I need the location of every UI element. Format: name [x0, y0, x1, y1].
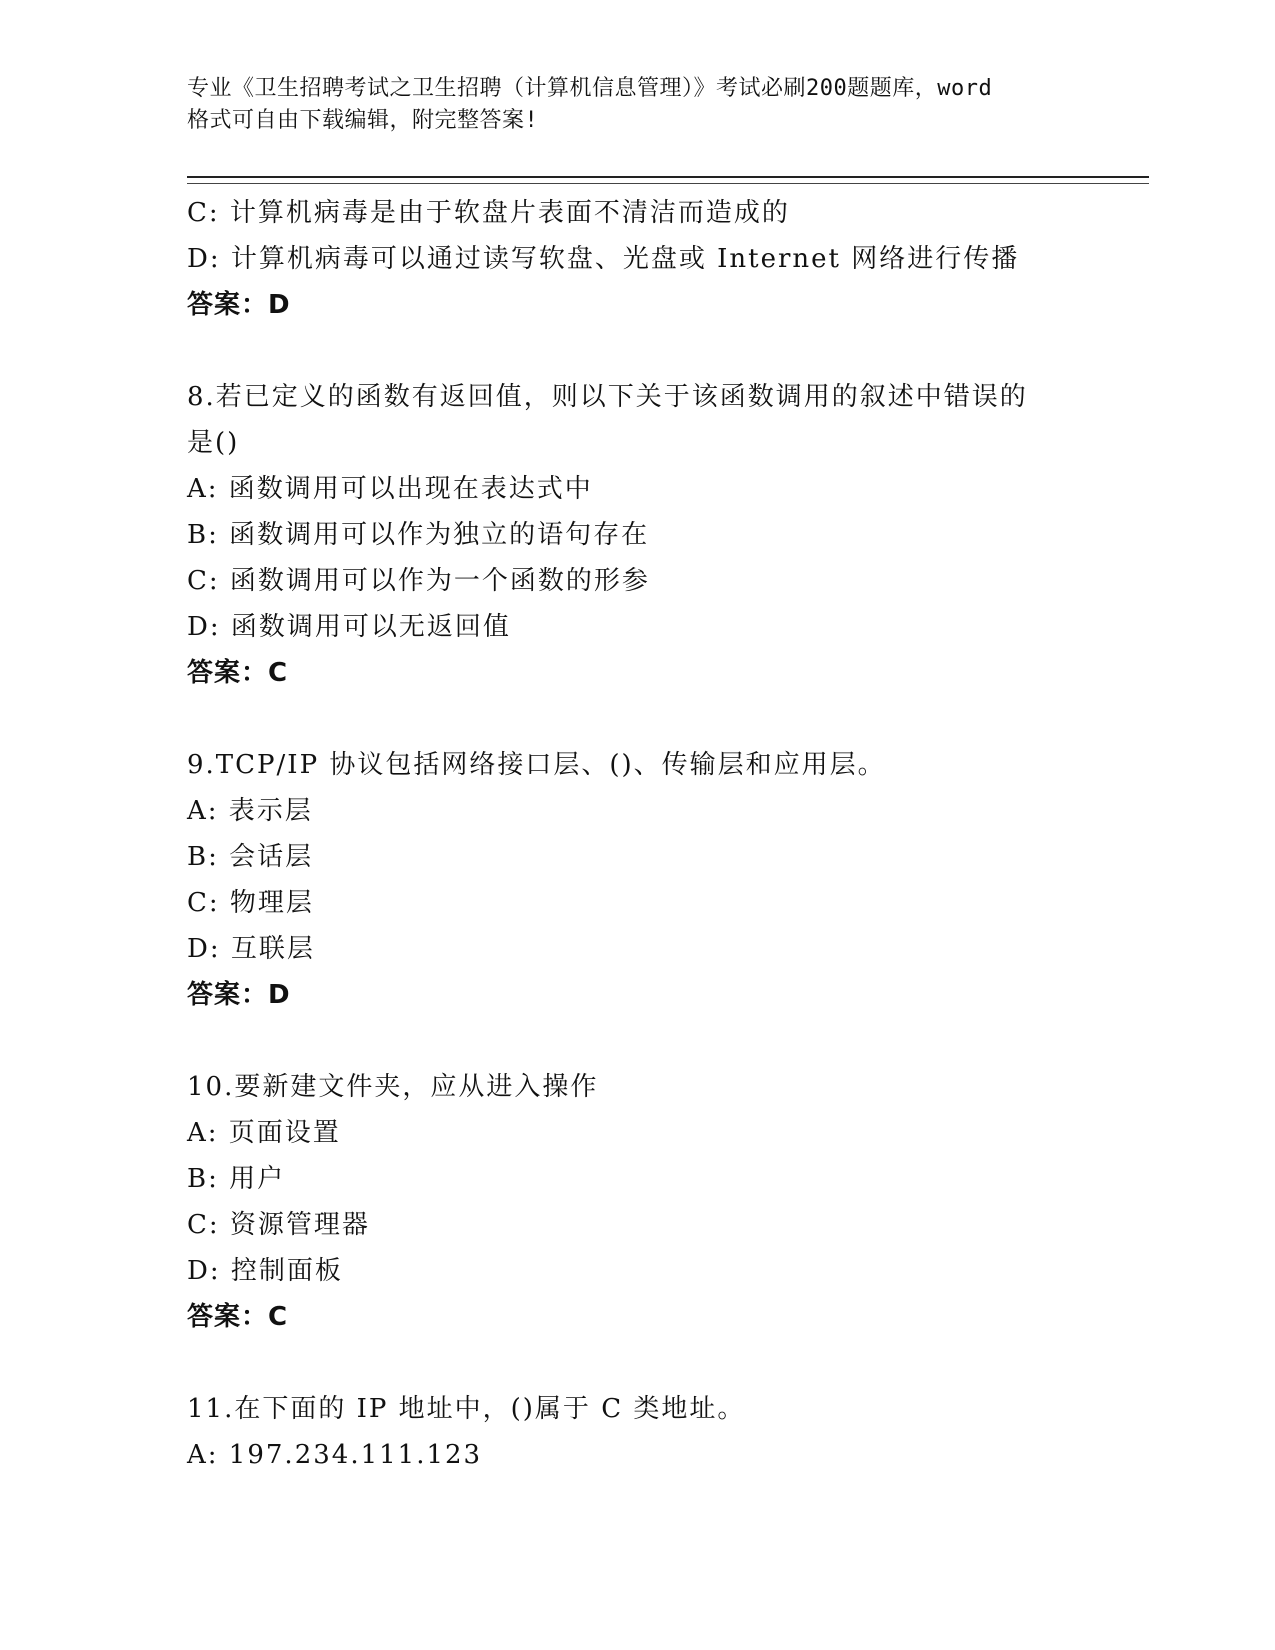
question-10-option-d: D: 控制面板 — [187, 1256, 343, 1286]
question-8-option-c: C: 函数调用可以作为一个函数的形参 — [187, 566, 650, 596]
question-11-stem: 11.在下面的 IP 地址中，()属于 C 类地址。 — [187, 1394, 746, 1424]
question-7-answer: 答案：D — [187, 290, 291, 320]
spacer — [187, 696, 1137, 742]
question-10-answer: 答案：C — [187, 1302, 289, 1332]
document-header — [187, 73, 1087, 137]
question-10-option-c: C: 资源管理器 — [187, 1210, 370, 1240]
header-title-line-1: 专业《卫生招聘考试之卫生招聘（计算机信息管理）》考试必刷200题题库，word — [187, 76, 993, 101]
question-9-option-d: D: 互联层 — [187, 934, 315, 964]
question-9-answer: 答案：D — [187, 980, 291, 1010]
question-10-option-b: B: 用户 — [187, 1164, 286, 1194]
question-8-option-b: B: 函数调用可以作为独立的语句存在 — [187, 520, 650, 550]
question-8-stem-line-1: 8.若已定义的函数有返回值，则以下关于该函数调用的叙述中错误的 — [187, 382, 1028, 412]
question-list — [187, 190, 1137, 1478]
question-9-option-c: C: 物理层 — [187, 888, 314, 918]
spacer — [187, 1340, 1137, 1386]
question-7-option-c: C: 计算机病毒是由于软盘片表面不清洁而造成的 — [187, 198, 790, 228]
question-8-stem-line-2: 是() — [187, 428, 240, 458]
header-divider-thin — [187, 183, 1149, 184]
header-divider-thick — [187, 176, 1149, 178]
question-10-option-a: A: 页面设置 — [187, 1118, 341, 1148]
question-9-option-a: A: 表示层 — [187, 796, 313, 826]
spacer — [187, 328, 1137, 374]
question-11-option-a: A: 197.234.111.123 — [187, 1440, 483, 1470]
header-title-line-2: 格式可自由下载编辑，附完整答案! — [187, 108, 539, 133]
question-7-option-d: D: 计算机病毒可以通过读写软盘、光盘或 Internet 网络进行传播 — [187, 244, 1020, 274]
question-10-stem: 10.要新建文件夹，应从进入操作 — [187, 1072, 599, 1102]
question-9-stem: 9.TCP/IP 协议包括网络接口层、()、传输层和应用层。 — [187, 750, 886, 780]
question-8-option-a: A: 函数调用可以出现在表达式中 — [187, 474, 593, 504]
spacer — [187, 1018, 1137, 1064]
question-8-answer: 答案：C — [187, 658, 289, 688]
question-9-option-b: B: 会话层 — [187, 842, 314, 872]
question-8-option-d: D: 函数调用可以无返回值 — [187, 612, 511, 642]
